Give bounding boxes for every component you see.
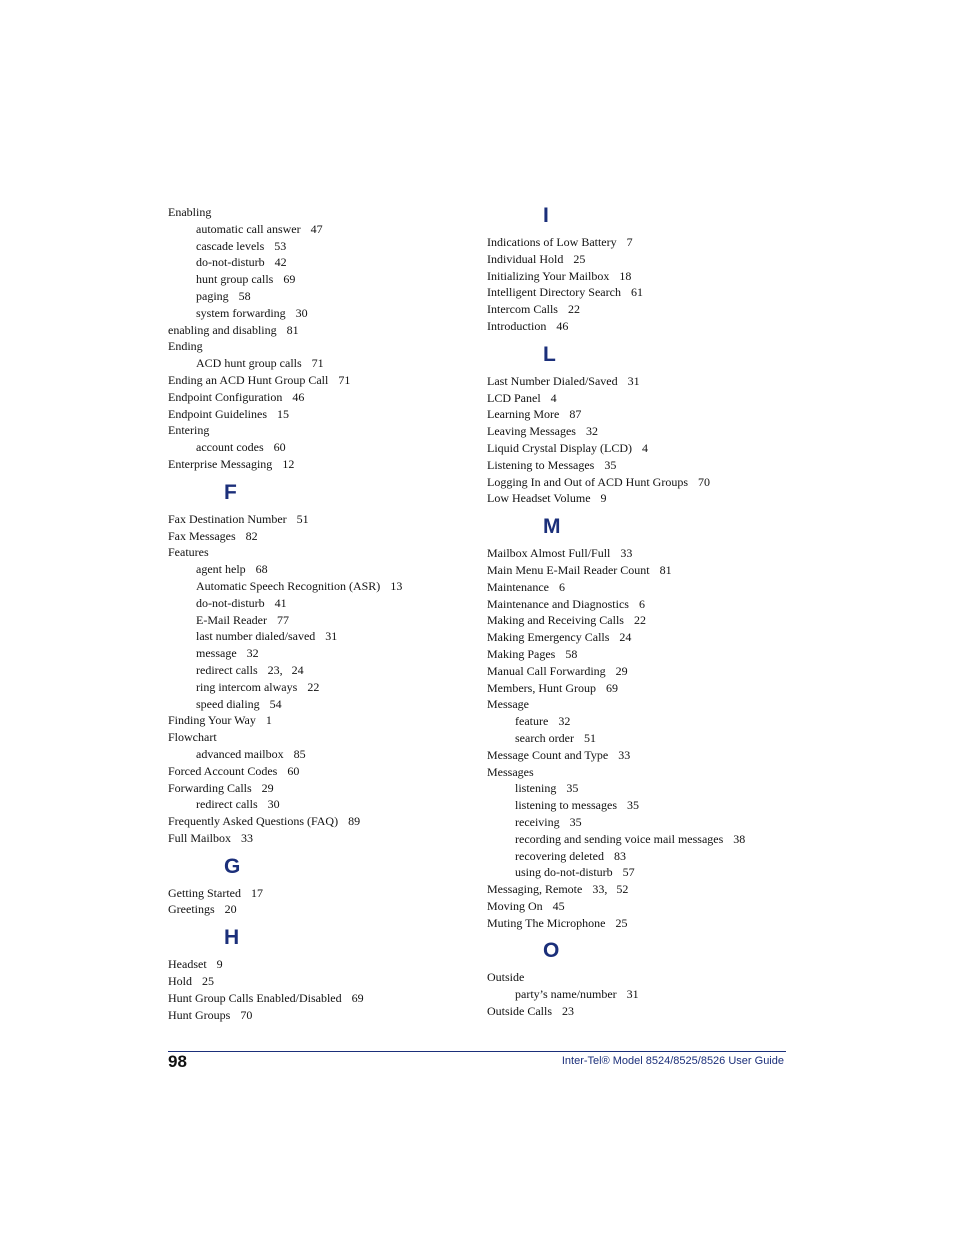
index-page-ref: 4 [641, 440, 648, 455]
index-term: Endpoint Configuration [168, 389, 283, 404]
index-entry [168, 389, 468, 406]
index-page-ref: 4 [550, 390, 557, 405]
index-entry [168, 763, 468, 780]
index-subentry [168, 439, 468, 456]
index-term: Flowchart [168, 730, 217, 745]
index-term: Low Headset Volume [487, 491, 591, 506]
index-page-ref: 22 [567, 302, 580, 317]
index-letter-heading: O [543, 939, 560, 963]
index-page-ref: 35 [566, 781, 579, 796]
index-term: Forced Account Codes [168, 763, 278, 778]
index-term: recovering deleted [515, 848, 604, 863]
index-term: Maintenance and Diagnostics [487, 596, 629, 611]
index-term: Outside Calls [487, 1004, 552, 1019]
index-term: Leaving Messages [487, 424, 576, 439]
index-term: Indications of Low Battery [487, 235, 617, 249]
index-term: Intelligent Directory Search [487, 285, 621, 300]
index-page-ref: 71 [311, 356, 324, 371]
index-term: using do-not-disturb [515, 865, 613, 880]
index-term: LCD Panel [487, 390, 541, 405]
index-page-ref: 31 [325, 629, 338, 644]
index-term: Messages [487, 764, 534, 779]
index-subentry [168, 561, 468, 578]
index-term: Full Mailbox [168, 830, 232, 845]
index-entry [168, 204, 468, 221]
index-entry [487, 663, 787, 680]
index-entry [168, 456, 468, 473]
index-term: Message [487, 697, 529, 712]
index-page-ref: 23 [562, 1004, 574, 1019]
index-term: Introduction [487, 318, 547, 333]
index-entry [168, 901, 468, 918]
index-term: Ending an ACD Hunt Group Call [168, 372, 329, 387]
index-entry [168, 729, 468, 746]
index-subentry [168, 628, 468, 645]
index-entry [487, 898, 787, 915]
index-term: Mailbox Almost Full/Full [487, 546, 611, 561]
index-page-ref: 29 [615, 663, 628, 678]
index-subentry [168, 796, 468, 813]
index-subentry [168, 595, 468, 612]
index-page-ref: 22 [633, 613, 646, 628]
index-page-ref: 68 [255, 562, 268, 577]
index-page-ref: 42 [274, 255, 287, 270]
index-term: Initializing Your Mailbox [487, 268, 610, 283]
index-term: message [196, 646, 237, 661]
index-page-ref: 20 [224, 902, 237, 917]
index-page-ref: 33 [620, 546, 633, 561]
index-subentry [487, 831, 787, 848]
index-term: Greetings [168, 902, 215, 917]
index-entry [487, 596, 787, 613]
index-entry [487, 915, 787, 932]
index-term: Hold [168, 974, 192, 989]
index-term: Messaging, Remote [487, 882, 583, 897]
index-page-ref: 81 [286, 322, 299, 337]
index-page-ref: 30 [295, 305, 308, 320]
index-term: agent help [196, 562, 246, 577]
index-page-ref: 33 [618, 747, 631, 762]
index-term: advanced mailbox [196, 746, 284, 761]
index-page-ref: 30 [267, 797, 280, 812]
index-term: ring intercom always [196, 679, 298, 694]
index-term: redirect calls [196, 797, 258, 812]
index-page-ref: 58 [238, 288, 251, 303]
guide-title: Inter-Tel® Model 8524/8525/8526 User Guide [561, 1055, 784, 1067]
index-subentry [168, 578, 468, 595]
index-term: Making Pages [487, 646, 556, 661]
index-entry [168, 885, 468, 902]
index-entry [487, 318, 787, 335]
index-entry [168, 544, 468, 561]
index-term: Main Menu E-Mail Reader Count [487, 562, 650, 577]
index-term: feature [515, 714, 549, 729]
index-page-ref: 89 [348, 814, 361, 829]
index-term: do-not-disturb [196, 595, 265, 610]
index-term: hunt group calls [196, 272, 274, 287]
index-page-ref: 70 [698, 474, 710, 489]
index-subentry [487, 814, 787, 831]
index-subentry [168, 271, 468, 288]
index-term: paging [196, 288, 229, 303]
index-term: Automatic Speech Recognition (ASR) [196, 578, 381, 593]
index-entry [168, 990, 468, 1007]
index-entry [487, 545, 787, 562]
index-entry [487, 234, 787, 251]
index-subentry [487, 713, 787, 730]
index-term: party’s name/number [515, 987, 617, 1002]
index-page-ref: 29 [261, 780, 274, 795]
index-entry [487, 969, 787, 986]
index-page-ref: 81 [659, 562, 672, 577]
index-entry [487, 696, 787, 713]
index-subentry [168, 305, 468, 322]
index-term: Message Count and Type [487, 747, 609, 762]
page-number: 98 [168, 1052, 187, 1071]
index-page-ref: 60 [287, 763, 300, 778]
index-page-ref: 41 [274, 595, 287, 610]
index-term: Ending [168, 339, 203, 354]
index-term: Fax Destination Number [168, 511, 287, 526]
index-term: Muting The Microphone [487, 915, 606, 930]
index-page-ref: 53 [274, 238, 287, 253]
index-entry [487, 562, 787, 579]
index-page-ref: 69 [351, 990, 364, 1005]
index-term: Learning More [487, 407, 560, 422]
index-term: Outside [487, 970, 525, 985]
index-term: Fax Messages [168, 528, 236, 543]
index-entry [487, 747, 787, 764]
index-entry [168, 422, 468, 439]
index-subentry [168, 679, 468, 696]
index-term: recording and sending voice mail messages [515, 831, 724, 846]
index-entry [487, 301, 787, 318]
index-entry [487, 423, 787, 440]
index-entry [487, 629, 787, 646]
index-page-ref: 25 [573, 251, 586, 266]
index-subentry [487, 986, 787, 1003]
index-term: Hunt Groups [168, 1007, 231, 1022]
index-entry [487, 612, 787, 629]
index-page-ref: 58 [565, 646, 578, 661]
index-page-ref: 47 [310, 221, 323, 236]
index-subentry [168, 355, 468, 372]
index-subentry [487, 730, 787, 747]
index-page-ref: 24 [619, 630, 632, 645]
index-entry [487, 579, 787, 596]
index-subentry [487, 780, 787, 797]
index-term: search order [515, 730, 574, 745]
index-entry [168, 338, 468, 355]
index-page-ref: 77 [276, 612, 289, 627]
index-entry [487, 764, 787, 781]
index-page-ref: 17 [250, 885, 263, 900]
index-subentry [487, 864, 787, 881]
index-entry [487, 881, 787, 898]
index-term: Enabling [168, 205, 212, 219]
index-page-ref: 33 [241, 830, 254, 845]
index-term: receiving [515, 814, 560, 829]
index-page-ref: 35 [627, 798, 639, 813]
index-subentry [487, 848, 787, 865]
index-entry [168, 322, 468, 339]
index-term: Finding Your Way [168, 713, 256, 728]
index-page-ref: 15 [277, 406, 289, 421]
index-page-ref: 6 [558, 579, 565, 594]
index-term: last number dialed/saved [196, 629, 316, 644]
index-column-right [487, 204, 787, 1020]
index-page-ref: 32 [246, 646, 259, 661]
index-term: speed dialing [196, 696, 260, 711]
index-term: system forwarding [196, 305, 286, 320]
index-term: redirect calls [196, 662, 258, 677]
index-entry [487, 406, 787, 423]
index-page-ref: 9 [600, 491, 607, 506]
index-term: Logging In and Out of ACD Hunt Groups [487, 474, 688, 489]
index-page-ref: 18 [619, 268, 632, 283]
index-entry [487, 490, 787, 507]
index-page-ref: 25 [615, 915, 628, 930]
index-term: Moving On [487, 898, 543, 913]
index-letter-heading: F [224, 480, 237, 504]
index-term: E-Mail Reader [196, 612, 267, 627]
index-entry [168, 511, 468, 528]
index-entry [168, 973, 468, 990]
index-letter-heading: L [543, 342, 556, 366]
index-page-ref: 35 [569, 814, 582, 829]
index-subentry [168, 746, 468, 763]
index-term: Liquid Crystal Display (LCD) [487, 440, 632, 455]
index-term: cascade levels [196, 238, 265, 253]
index-term: Getting Started [168, 885, 241, 900]
index-page-ref: 61 [630, 285, 643, 300]
index-entry [168, 406, 468, 423]
index-entry [168, 830, 468, 847]
index-page-ref: 69 [605, 680, 618, 695]
index-column-left [168, 204, 468, 1023]
index-term: enabling and disabling [168, 322, 277, 337]
index-page-ref: 12 [282, 456, 295, 471]
index-page-ref: 46 [556, 318, 569, 333]
index-entry [487, 284, 787, 301]
index-letter-heading: G [224, 854, 241, 878]
index-term: Maintenance [487, 579, 549, 594]
index-page-ref: 69 [283, 272, 296, 287]
index-entry [487, 457, 787, 474]
index-entry [168, 372, 468, 389]
index-page-ref: 46 [292, 389, 305, 404]
index-entry [168, 528, 468, 545]
index-term: account codes [196, 440, 264, 455]
index-subentry [168, 238, 468, 255]
index-term: listening [515, 781, 557, 796]
index-letter-heading: I [543, 204, 549, 227]
index-term: Last Number Dialed/Saved [487, 373, 618, 388]
index-subentry [168, 662, 468, 679]
index-entry [487, 646, 787, 663]
index-page-ref: 82 [245, 528, 258, 543]
index-term: Features [168, 545, 209, 560]
index-term: Headset [168, 957, 207, 972]
index-page-ref: 60 [273, 440, 286, 455]
index-page-ref: 13 [390, 578, 403, 593]
index-entry [487, 373, 787, 390]
index-term: Forwarding Calls [168, 780, 252, 795]
index-page-ref: 85 [293, 746, 306, 761]
index-term: Listening to Messages [487, 457, 595, 472]
index-entry [168, 1007, 468, 1024]
index-page-ref: 54 [269, 696, 282, 711]
index-letter-heading: H [224, 926, 240, 950]
index-page-ref: 32 [585, 424, 598, 439]
index-entry [168, 813, 468, 830]
index-page-ref: 38 [733, 831, 746, 846]
index-page-ref: 31 [626, 987, 639, 1002]
index-page-ref: 57 [622, 865, 635, 880]
index-subentry [168, 696, 468, 713]
index-page-ref: 7 [626, 235, 633, 249]
index-page-ref: 1 [265, 713, 272, 728]
index-term: do-not-disturb [196, 255, 265, 270]
index-page-ref: 51 [296, 511, 309, 526]
index-entry [168, 780, 468, 797]
index-page-ref: 87 [569, 407, 582, 422]
index-subentry [168, 612, 468, 629]
index-entry [487, 680, 787, 697]
index-term: Hunt Group Calls Enabled/Disabled [168, 990, 342, 1005]
index-term: Making Emergency Calls [487, 630, 610, 645]
index-page-ref: 51 [583, 730, 596, 745]
index-entry [487, 440, 787, 457]
index-subentry [168, 254, 468, 271]
index-page-ref: 22 [307, 679, 320, 694]
index-page-ref: 25 [202, 974, 214, 989]
index-subentry [168, 221, 468, 238]
index-page-ref: 70 [240, 1007, 253, 1022]
index-page-ref: 83 [613, 848, 626, 863]
index-page-ref: 23, 24 [267, 662, 304, 677]
index-term: listening to messages [515, 798, 617, 813]
index-page-ref: 45 [552, 898, 565, 913]
index-page-ref: 71 [338, 372, 351, 387]
index-subentry [487, 797, 787, 814]
index-term: Endpoint Guidelines [168, 406, 267, 421]
index-term: Intercom Calls [487, 302, 558, 317]
index-subentry [168, 288, 468, 305]
index-term: Making and Receiving Calls [487, 613, 624, 628]
index-term: Manual Call Forwarding [487, 663, 606, 678]
index-page-ref: 32 [558, 714, 571, 729]
index-page-ref: 35 [604, 457, 617, 472]
index-entry [487, 268, 787, 285]
footer-rule [168, 1051, 786, 1052]
index-entry [487, 390, 787, 407]
index-entry [487, 251, 787, 268]
index-page-ref: 31 [627, 373, 640, 388]
index-term: automatic call answer [196, 221, 301, 236]
index-page-ref: 33, 52 [592, 882, 629, 897]
index-letter-heading: M [543, 515, 561, 539]
index-term: Frequently Asked Questions (FAQ) [168, 814, 339, 829]
index-term: Enterprise Messaging [168, 456, 273, 471]
index-entry [168, 712, 468, 729]
index-entry [168, 956, 468, 973]
index-page-ref: 6 [638, 596, 645, 611]
index-subentry [168, 645, 468, 662]
index-term: Individual Hold [487, 251, 564, 266]
index-term: Entering [168, 423, 210, 438]
index-entry [487, 1003, 787, 1020]
index-entry [487, 474, 787, 491]
index-term: ACD hunt group calls [196, 356, 302, 371]
index-page-ref: 9 [216, 957, 223, 972]
index-term: Members, Hunt Group [487, 680, 596, 695]
